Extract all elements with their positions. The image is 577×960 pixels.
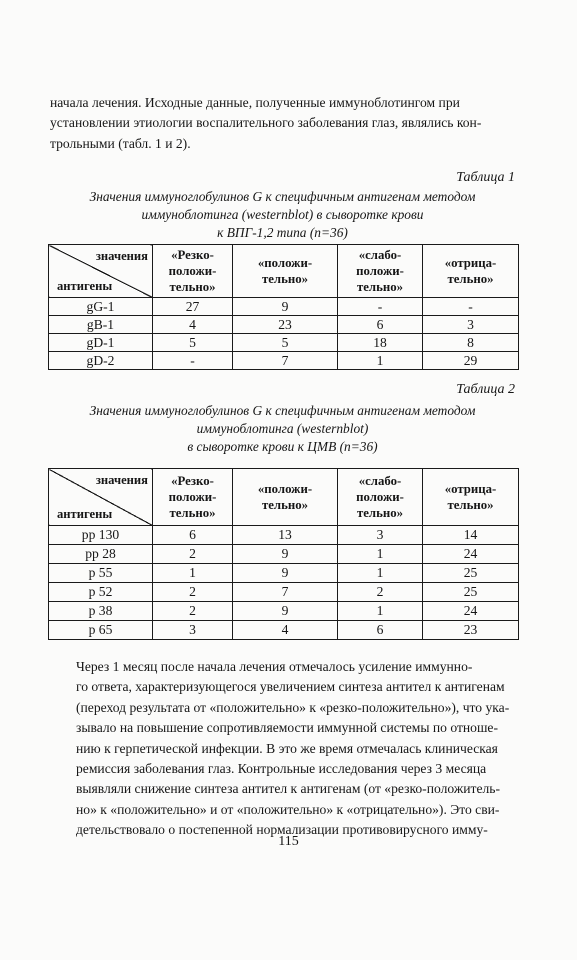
table-row	[49, 602, 519, 621]
column-header-negative: «отрица- тельно»	[423, 469, 519, 526]
value-cell: 5	[233, 334, 338, 352]
value-cell: 25	[423, 564, 519, 583]
antigen-cell: pp 130	[49, 526, 153, 545]
table-1	[48, 244, 519, 370]
antigen-cell: gB-1	[49, 316, 153, 334]
table-row	[49, 352, 519, 370]
results-paragraph	[50, 657, 515, 841]
value-cell: 7	[233, 352, 338, 370]
table-2-caption	[50, 402, 515, 456]
value-cell: 13	[233, 526, 338, 545]
antigen-cell: p 38	[49, 602, 153, 621]
value-cell: 9	[233, 298, 338, 316]
value-cell: 1	[338, 602, 423, 621]
value-cell: 23	[423, 621, 519, 640]
table-1-caption	[50, 188, 515, 242]
value-cell: 27	[153, 298, 233, 316]
column-header-weakly-positive: «слабо- положи- тельно»	[338, 245, 423, 298]
text-line: зывало на повышение сопротивляемости иммунной системы по отноше-	[76, 720, 498, 736]
value-cell: 8	[423, 334, 519, 352]
value-cell: 9	[233, 602, 338, 621]
caption-line: к ВПГ-1,2 типа (n=36)	[217, 225, 348, 240]
antigen-cell: gG-1	[49, 298, 153, 316]
value-cell: 2	[153, 545, 233, 564]
value-cell: 1	[338, 545, 423, 564]
value-cell: 18	[338, 334, 423, 352]
text-line: го ответа, характеризующегося увеличением синтеза антител к антигенам	[76, 679, 505, 695]
value-cell: 9	[233, 564, 338, 583]
value-cell: 3	[338, 526, 423, 545]
value-cell: 6	[338, 316, 423, 334]
value-cell: 24	[423, 602, 519, 621]
table-row	[49, 316, 519, 334]
caption-line: иммуноблотинга (westernblot) в сыворотке крови	[141, 207, 424, 222]
table-row	[49, 545, 519, 564]
value-cell: 7	[233, 583, 338, 602]
value-cell: 2	[153, 602, 233, 621]
value-cell: 4	[153, 316, 233, 334]
table-header-row	[49, 245, 519, 298]
value-cell: 24	[423, 545, 519, 564]
value-cell: 2	[338, 583, 423, 602]
value-cell: 6	[153, 526, 233, 545]
text-line: (переход результата от «положительно» к «резко-положительно»), что ука-	[76, 699, 510, 715]
table-row	[49, 298, 519, 316]
value-cell: 1	[338, 352, 423, 370]
value-cell: -	[423, 298, 519, 316]
caption-line: в сыворотке крови к ЦМВ (n=36)	[187, 439, 378, 454]
table-row	[49, 621, 519, 640]
corner-antigens-label: антигены	[57, 507, 113, 521]
value-cell: 1	[153, 564, 233, 583]
text-line: установлении этиологии воспалительного заболевания глаз, являлись кон-	[50, 115, 482, 131]
table-row	[49, 564, 519, 583]
column-header-strongly-positive: «Резко- положи- тельно»	[153, 469, 233, 526]
value-cell: 6	[338, 621, 423, 640]
text-line: начала лечения. Исходные данные, полученные иммуноблотингом при	[50, 95, 460, 110]
value-cell: 3	[423, 316, 519, 334]
column-header-weakly-positive: «слабо- положи- тельно»	[338, 469, 423, 526]
antigen-cell: gD-2	[49, 352, 153, 370]
text-line: детельствовало о постепенной нормализации противовирусного имму-	[76, 822, 488, 838]
table-1-label: Таблица 1	[456, 170, 515, 185]
caption-line: иммуноблотинга (westernblot)	[196, 421, 369, 436]
text-line: выявляли снижение синтеза антител к антигенам (от «резко-положитель-	[76, 781, 500, 797]
text-line: нию к герпетической инфекции. В это же время отмечалась клиническая	[76, 740, 498, 756]
table-header-row	[49, 469, 519, 526]
corner-values-label: значения	[95, 249, 148, 263]
table-row	[49, 526, 519, 545]
value-cell: 2	[153, 583, 233, 602]
value-cell: 4	[233, 621, 338, 640]
value-cell: 14	[423, 526, 519, 545]
table-corner-cell	[49, 469, 153, 526]
page-number: 115	[278, 834, 299, 849]
column-header-positive: «положи- тельно»	[233, 245, 338, 298]
text-line: ремиссия заболевания глаз. Контрольные исследования через 3 месяца	[76, 761, 487, 777]
value-cell: 5	[153, 334, 233, 352]
column-header-strongly-positive: «Резко- положи- тельно»	[153, 245, 233, 298]
antigen-cell: p 55	[49, 564, 153, 583]
corner-values-label: значения	[95, 473, 148, 487]
text-line: Через 1 месяц после начала лечения отмечалось усиление иммунно-	[76, 659, 473, 674]
column-header-positive: «положи- тельно»	[233, 469, 338, 526]
caption-line: Значения иммуноглобулинов G к специфичным антигенам методом	[89, 189, 476, 204]
value-cell: 25	[423, 583, 519, 602]
antigen-cell: pp 28	[49, 545, 153, 564]
text-line: трольными (табл. 1 и 2).	[50, 135, 191, 151]
table-2	[48, 468, 519, 640]
antigen-cell: p 65	[49, 621, 153, 640]
caption-line: Значения иммуноглобулинов G к специфичным антигенам методом	[89, 403, 476, 418]
corner-antigens-label: антигены	[57, 279, 113, 293]
intro-paragraph	[50, 93, 515, 154]
table-corner-cell	[49, 245, 153, 298]
value-cell: 9	[233, 545, 338, 564]
antigen-cell: p 52	[49, 583, 153, 602]
column-header-negative: «отрица- тельно»	[423, 245, 519, 298]
table-row	[49, 583, 519, 602]
value-cell: -	[153, 352, 233, 370]
value-cell: 29	[423, 352, 519, 370]
value-cell: -	[338, 298, 423, 316]
text-line: но» к «положительно» и от «положительно» к «отрицательно»). Это сви-	[76, 801, 500, 817]
table-2-label: Таблица 2	[456, 382, 515, 397]
antigen-cell: gD-1	[49, 334, 153, 352]
table-row	[49, 334, 519, 352]
value-cell: 23	[233, 316, 338, 334]
value-cell: 1	[338, 564, 423, 583]
value-cell: 3	[153, 621, 233, 640]
